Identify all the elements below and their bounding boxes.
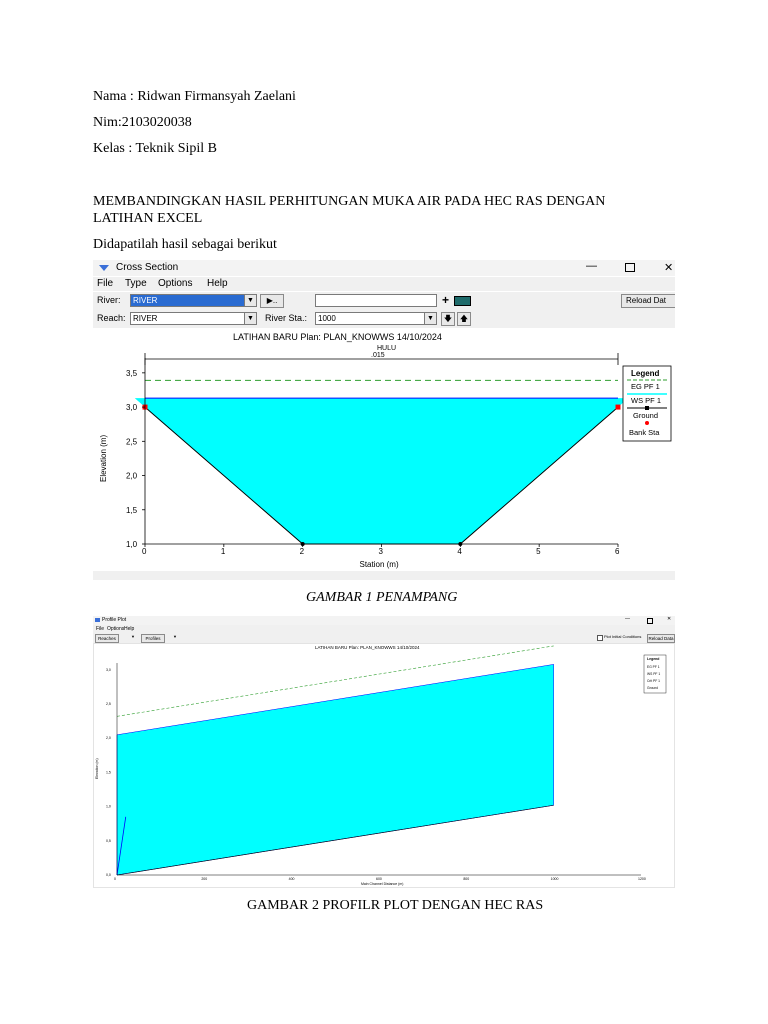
- legend-ground-label: Ground: [633, 411, 659, 420]
- legend: [623, 366, 671, 441]
- profile-plot-header: LATIHAN BARU Plan: PLAN_KNOWWS 14/10/2024: [315, 645, 420, 650]
- y-tick-label: 1,0: [126, 540, 138, 549]
- menu-bar: [93, 277, 675, 291]
- y-tick-label: 2,5: [126, 437, 138, 447]
- profile-x-tick-label: 800: [463, 877, 470, 881]
- up-arrow-button[interactable]: 🡅: [457, 312, 471, 326]
- x-tick-label: 2: [299, 547, 305, 556]
- profile-plot: [93, 643, 675, 888]
- y-axis-title: Elevation (m): [99, 434, 108, 482]
- plot-area: [99, 358, 628, 569]
- profile-legend-ground: Ground: [647, 686, 658, 690]
- reach-label: Reach:: [97, 313, 126, 323]
- river-sta-select[interactable]: [315, 312, 426, 325]
- x-tick-label: 4: [457, 547, 462, 556]
- profile-y-tick-label: 1,5: [106, 770, 111, 775]
- bank-station-marker: [616, 405, 621, 410]
- reload-data-label: Reload Dat: [626, 296, 667, 305]
- reach-dropdown-icon[interactable]: ▼: [244, 312, 257, 325]
- manning-n-label: .015: [371, 352, 385, 359]
- profile-legend: [644, 655, 666, 693]
- legend-eg-label: EG PF 1: [631, 382, 660, 391]
- profile-window-title: Profile Plot: [102, 617, 127, 623]
- play-button[interactable]: ▶..: [260, 294, 284, 308]
- legend-title: Legend: [631, 369, 660, 378]
- toolbar: [93, 292, 675, 328]
- profiles-button-label: Profiles: [145, 636, 161, 641]
- blank-field[interactable]: [315, 294, 437, 307]
- profile-toolbar: [93, 633, 675, 643]
- camera-icon[interactable]: [454, 296, 471, 306]
- student-nim: Nim:2103020038: [93, 115, 192, 130]
- profile-y-tick-label: 2,0: [106, 736, 111, 741]
- reaches-dropdown-icon[interactable]: ▼: [131, 634, 135, 639]
- profile-y-tick-label: 0,5: [106, 838, 111, 843]
- reaches-button-label: Reaches: [98, 636, 116, 641]
- maximize-icon[interactable]: [625, 263, 635, 272]
- legend-bank-label: Bank Sta: [629, 428, 660, 437]
- minimize-icon[interactable]: —: [586, 260, 597, 272]
- intro-text: Didapatilah hasil sebagai berikut: [93, 237, 277, 252]
- profiles-dropdown-icon[interactable]: ▼: [173, 634, 177, 639]
- y-tick-label: 1,5: [126, 505, 138, 515]
- cross-section-plot: [93, 328, 675, 571]
- profile-app-icon: [95, 618, 100, 622]
- profile-menu-help[interactable]: Help: [124, 626, 135, 632]
- student-name: Nama : Ridwan Firmansyah Zaelani: [93, 89, 296, 104]
- menu-type[interactable]: Type: [125, 278, 147, 289]
- profile-x-tick-label: 200: [201, 877, 208, 881]
- river-sta-dropdown-icon[interactable]: ▼: [424, 312, 437, 325]
- river-sta-value: 1000: [318, 314, 336, 323]
- profile-close-icon[interactable]: ✕: [667, 616, 672, 622]
- profile-minimize-icon[interactable]: —: [625, 616, 630, 622]
- reach-select-value: RIVER: [133, 314, 158, 323]
- x-tick-label: 0: [142, 547, 147, 556]
- profile-menu-bar: [93, 625, 675, 633]
- profile-x-axis-title: Main Channel Distance (m): [361, 882, 404, 886]
- title-bar: [93, 260, 675, 276]
- add-icon[interactable]: +: [442, 293, 450, 307]
- cross-section-window: [93, 260, 675, 580]
- close-icon[interactable]: ✕: [664, 262, 674, 274]
- river-label: River:: [97, 295, 121, 305]
- profiles-button[interactable]: [141, 634, 165, 643]
- x-tick-label: 5: [536, 547, 541, 556]
- window-title: Cross Section: [116, 262, 179, 273]
- river-select[interactable]: [130, 294, 245, 307]
- profile-x-tick-label: 1200: [638, 877, 646, 881]
- profile-reload-label: Reload Data: [648, 636, 674, 641]
- menu-help[interactable]: Help: [207, 278, 228, 289]
- heading-line-2: LATIHAN EXCEL: [93, 211, 203, 226]
- profile-x-tick-label: 600: [376, 877, 382, 881]
- menu-options[interactable]: Options: [158, 278, 193, 289]
- reaches-button[interactable]: [95, 634, 119, 643]
- profile-plot-window: [93, 616, 675, 888]
- profile-x-tick-label: 1000: [550, 877, 559, 881]
- plot-initial-checkbox[interactable]: [597, 635, 603, 641]
- profile-reload-button[interactable]: [647, 634, 675, 643]
- heading-line-1: MEMBANDINGKAN HASIL PERHITUNGAN MUKA AIR PADA HEC RAS DENGAN: [93, 194, 606, 209]
- river-sta-label: River Sta.:: [265, 313, 308, 323]
- river-dropdown-icon[interactable]: ▼: [244, 294, 257, 307]
- profile-y-tick-label: 0,0: [106, 873, 111, 877]
- profile-title-bar: [93, 616, 675, 625]
- legend-ground-marker: [645, 406, 649, 410]
- student-class: Kelas : Teknik Sipil B: [93, 141, 217, 156]
- x-tick-label: 6: [615, 547, 620, 556]
- profile-legend-ws: WS PF 1: [647, 672, 661, 676]
- caption-figure-1: GAMBAR 1 PENAMPANG: [306, 590, 458, 605]
- caption-figure-2: GAMBAR 2 PROFILR PLOT DENGAN HEC RAS: [247, 898, 544, 913]
- profile-y-tick-label: 2,5: [106, 702, 111, 707]
- legend-bank-marker: [645, 421, 649, 425]
- plot-initial-label: Plot Initial Conditions: [604, 634, 642, 639]
- profile-menu-file[interactable]: File: [96, 626, 105, 632]
- app-icon: [98, 263, 110, 272]
- x-tick-label: 3: [378, 547, 383, 556]
- profile-legend-title: Legend: [647, 657, 660, 661]
- profile-y-tick-label: 3,0: [106, 667, 111, 672]
- profile-y-axis-title: Elevation (m): [95, 758, 99, 779]
- legend-ws-label: WS PF 1: [631, 396, 662, 405]
- river-select-value: RIVER: [133, 296, 158, 305]
- y-tick-label: 3,0: [126, 403, 138, 413]
- y-tick-label: 3,5: [126, 368, 138, 378]
- profile-maximize-icon[interactable]: [647, 618, 653, 624]
- y-tick-label: 2,0: [126, 471, 138, 481]
- x-axis-title: Station (m): [359, 560, 399, 569]
- x-tick-label: 1: [220, 547, 226, 556]
- profile-legend-crit: Crit PF 1: [647, 679, 661, 683]
- reach-select[interactable]: [130, 312, 245, 325]
- reload-data-button[interactable]: [621, 294, 675, 308]
- status-bar: [93, 571, 675, 580]
- profile-legend-eg: EG PF 1: [647, 665, 660, 669]
- plot-header: LATIHAN BARU Plan: PLAN_KNOWWS 14/10/2024: [233, 332, 442, 342]
- water-area: [135, 398, 628, 544]
- profile-y-tick-label: 1,0: [106, 804, 111, 809]
- menu-file[interactable]: File: [97, 278, 114, 289]
- plot-subheader: HULU: [377, 345, 397, 352]
- profile-x-tick-label: 400: [288, 877, 295, 881]
- down-arrow-button[interactable]: 🡇: [441, 312, 455, 326]
- profile-menu-options[interactable]: Options: [107, 626, 125, 632]
- profile-x-tick-label: 0: [114, 877, 116, 881]
